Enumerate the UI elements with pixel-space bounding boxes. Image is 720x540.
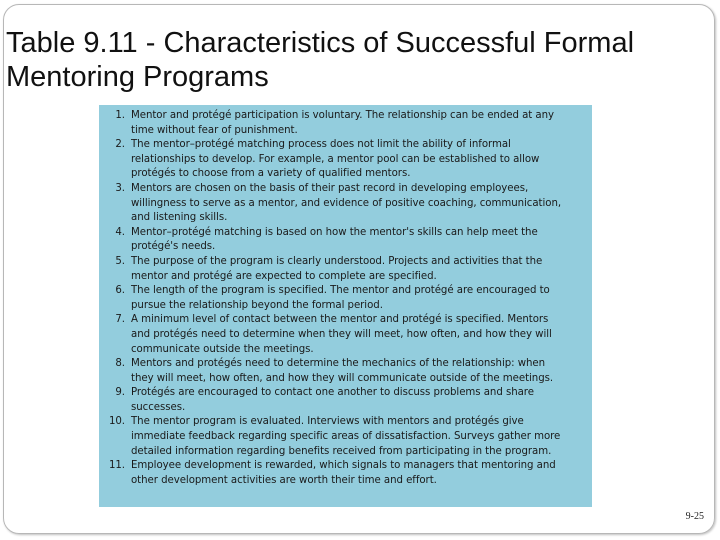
item-number: 7. bbox=[115, 314, 125, 326]
characteristics-table bbox=[99, 105, 592, 507]
table-item-3 bbox=[105, 182, 586, 226]
item-text: The purpose of the program is clearly understood. Projects and activities that the mentor and protégé are expected to complete are specified. bbox=[131, 255, 543, 282]
table-item-7 bbox=[105, 313, 586, 357]
item-text: Mentors and protégés need to determine the mechanics of the relationship: when they will meet, how often, and how they will communicate outside of the meetings. bbox=[131, 358, 554, 384]
item-number: 10. bbox=[108, 416, 125, 428]
item-number: 1. bbox=[115, 110, 125, 121]
table-item-6 bbox=[105, 284, 586, 313]
item-number: 4. bbox=[115, 226, 125, 238]
table-item-8 bbox=[105, 357, 586, 386]
item-text: The mentor–protégé matching process does not limit the ability of informal relationships to develop. For example, a mentor pool can be established to allow protégés to choose from a variety of qualified mentors. bbox=[131, 139, 540, 180]
item-text: Protégés are encouraged to contact one another to discuss problems and share successes. bbox=[131, 387, 534, 413]
slide-title: Table 9.11 - Characteristics of Successful Formal Mentoring Programs bbox=[6, 27, 635, 93]
item-text: Employee development is rewarded, which signals to managers that mentoring and other development activities are worth their time and effort. bbox=[131, 460, 556, 486]
table-item-1 bbox=[105, 109, 586, 138]
item-number: 6. bbox=[115, 285, 125, 297]
item-number: 11. bbox=[108, 460, 125, 472]
item-text: The length of the program is specified. The mentor and protégé are encouraged to pursue the relationship beyond the formal period. bbox=[131, 285, 550, 311]
item-text: A minimum level of contact between the mentor and protégé is specified. Mentors and protégés need to determine when they will meet, how often, and how they will communicate outside the meetings. bbox=[131, 314, 552, 355]
item-text: Mentor–protégé matching is based on how the mentor's skills can help meet the protégé's needs. bbox=[131, 226, 538, 253]
item-number: 5. bbox=[115, 255, 125, 267]
item-number: 8. bbox=[115, 358, 125, 370]
item-text: The mentor program is evaluated. Interviews with mentors and protégés give immediate feedback regarding specific areas of dissatisfaction. Surveys gather more detailed information regarding benefits received from participating in the program. bbox=[131, 416, 561, 457]
item-number: 2. bbox=[115, 139, 125, 151]
table-item-11 bbox=[105, 459, 586, 488]
item-number: 3. bbox=[115, 182, 125, 194]
table-item-2 bbox=[105, 138, 586, 182]
item-text: Mentors are chosen on the basis of their past record in developing employees, willingness to serve as a mentor, and evidence of positive coaching, communication, and listening skills. bbox=[131, 182, 562, 224]
item-text: Mentor and protégé participation is voluntary. The relationship can be ended at any time without fear of punishment. bbox=[131, 110, 554, 136]
page-number: 9-25 bbox=[685, 511, 704, 522]
table-item-10 bbox=[105, 415, 586, 459]
table-item-4 bbox=[105, 226, 586, 255]
item-number: 9. bbox=[115, 387, 125, 399]
table-item-5 bbox=[105, 255, 586, 284]
table-item-9 bbox=[105, 386, 586, 415]
